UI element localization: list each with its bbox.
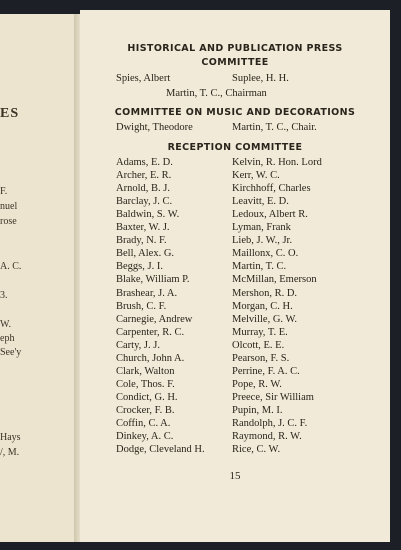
- reception-member-right: Pearson, F. S.: [232, 352, 290, 364]
- reception-member-right: Perrine, F. A. C.: [232, 365, 300, 377]
- reception-member-left: Adams, E. D.: [116, 157, 173, 168]
- reception-member-right: Preece, Sir William: [232, 391, 314, 403]
- reception-member-left: Dodge, Cleveland H.: [116, 444, 205, 456]
- reception-member-left: Beggs, J. I.: [116, 261, 163, 273]
- reception-member-left: Arnold, B. J.: [116, 183, 170, 195]
- left-page-text-fragment: See'y: [0, 347, 22, 358]
- reception-committee-title: RECEPTION COMMITTEE: [167, 142, 303, 153]
- reception-member-left: Crocker, F. B.: [116, 405, 175, 416]
- reception-member-right: Kelvin, R. Hon. Lord: [232, 157, 322, 168]
- left-page-text-fragment: Hays: [0, 432, 21, 443]
- reception-member-left: Clark, Walton: [116, 365, 175, 377]
- reception-member-right: Lyman, Frank: [232, 222, 291, 234]
- reception-member-left: Archer, E. R.: [116, 170, 172, 182]
- reception-member-left: Brush, C. F.: [116, 300, 167, 312]
- left-page-text-fragment: eph: [0, 333, 15, 344]
- reception-member-right: Kerr, W. C.: [232, 170, 280, 182]
- reception-member-left: Carty, J. J.: [116, 339, 160, 351]
- reception-member-right: Rice, C. W.: [232, 444, 281, 456]
- reception-member-right: Morgan, C. H.: [232, 300, 293, 312]
- reception-member-left: Coffin, C. A.: [116, 418, 171, 429]
- reception-member-right: Randolph, J. C. F.: [232, 418, 308, 429]
- reception-member-left: Cole, Thos. F.: [116, 378, 175, 390]
- music-member-left: Dwight, Theodore: [116, 122, 193, 133]
- reception-member-left: Carpenter, R. C.: [116, 326, 185, 338]
- page-number: 15: [229, 470, 241, 482]
- historical-chairman: Martin, T. C., Chairman: [166, 88, 267, 99]
- left-page-heading-fragment: ES: [0, 106, 20, 121]
- reception-member-left: Dinkey, A. C.: [116, 431, 174, 443]
- reception-member-left: Carnegie, Andrew: [116, 313, 193, 325]
- reception-member-right: Lieb, J. W., Jr.: [232, 235, 293, 247]
- right-page: [80, 10, 390, 542]
- left-page-text-fragment: F.: [0, 186, 8, 197]
- historical-member-right: Suplee, H. H.: [232, 73, 289, 84]
- reception-member-left: Baxter, W. J.: [116, 222, 170, 234]
- reception-member-right: Maillonx, C. O.: [232, 248, 299, 260]
- reception-member-right: Pope, R. W.: [232, 378, 282, 390]
- left-page-text-fragment: 3.: [0, 290, 8, 301]
- left-page: [0, 14, 74, 542]
- left-page-text-fragment: /, M.: [0, 447, 20, 458]
- reception-member-left: Church, John A.: [116, 352, 185, 364]
- left-page-text-fragment: nuel: [0, 201, 18, 212]
- reception-member-left: Brashear, J. A.: [116, 287, 178, 299]
- reception-member-right: McMillan, Emerson: [232, 274, 317, 286]
- reception-member-right: Leavitt, E. D.: [232, 196, 289, 208]
- reception-member-right: Olcott, E. E.: [232, 339, 285, 351]
- reception-member-right: Raymond, R. W.: [232, 431, 302, 443]
- reception-member-right: Mershon, R. D.: [232, 287, 298, 299]
- reception-member-left: Barclay, J. C.: [116, 196, 173, 208]
- reception-member-left: Blake, William P.: [116, 274, 190, 286]
- left-page-text-fragment: A. C.: [0, 261, 22, 272]
- music-member-right: Martin, T. C., Chair.: [232, 122, 317, 133]
- reception-member-left: Bell, Alex. G.: [116, 248, 175, 260]
- reception-member-right: Pupin, M. I.: [232, 405, 283, 416]
- reception-member-right: Martin, T. C.: [232, 261, 287, 273]
- reception-member-right: Murray, T. E.: [232, 326, 288, 338]
- reception-member-left: Baldwin, S. W.: [116, 209, 180, 221]
- historical-member-left: Spies, Albert: [116, 73, 171, 84]
- music-committee-title: COMMITTEE ON MUSIC AND DECORATIONS: [114, 107, 356, 118]
- reception-member-right: Kirchhoff, Charles: [232, 183, 311, 195]
- historical-committee-title-line1: HISTORICAL AND PUBLICATION PRESS: [127, 43, 343, 54]
- historical-committee-title-line2: COMMITTEE: [201, 57, 269, 68]
- left-page-text-fragment: rose: [0, 216, 17, 227]
- reception-member-right: Ledoux, Albert R.: [232, 209, 308, 221]
- reception-member-left: Condict, G. H.: [116, 391, 178, 403]
- reception-member-left: Brady, N. F.: [116, 235, 167, 247]
- reception-member-right: Melville, G. W.: [232, 313, 298, 325]
- left-page-text-fragment: W.: [0, 319, 12, 330]
